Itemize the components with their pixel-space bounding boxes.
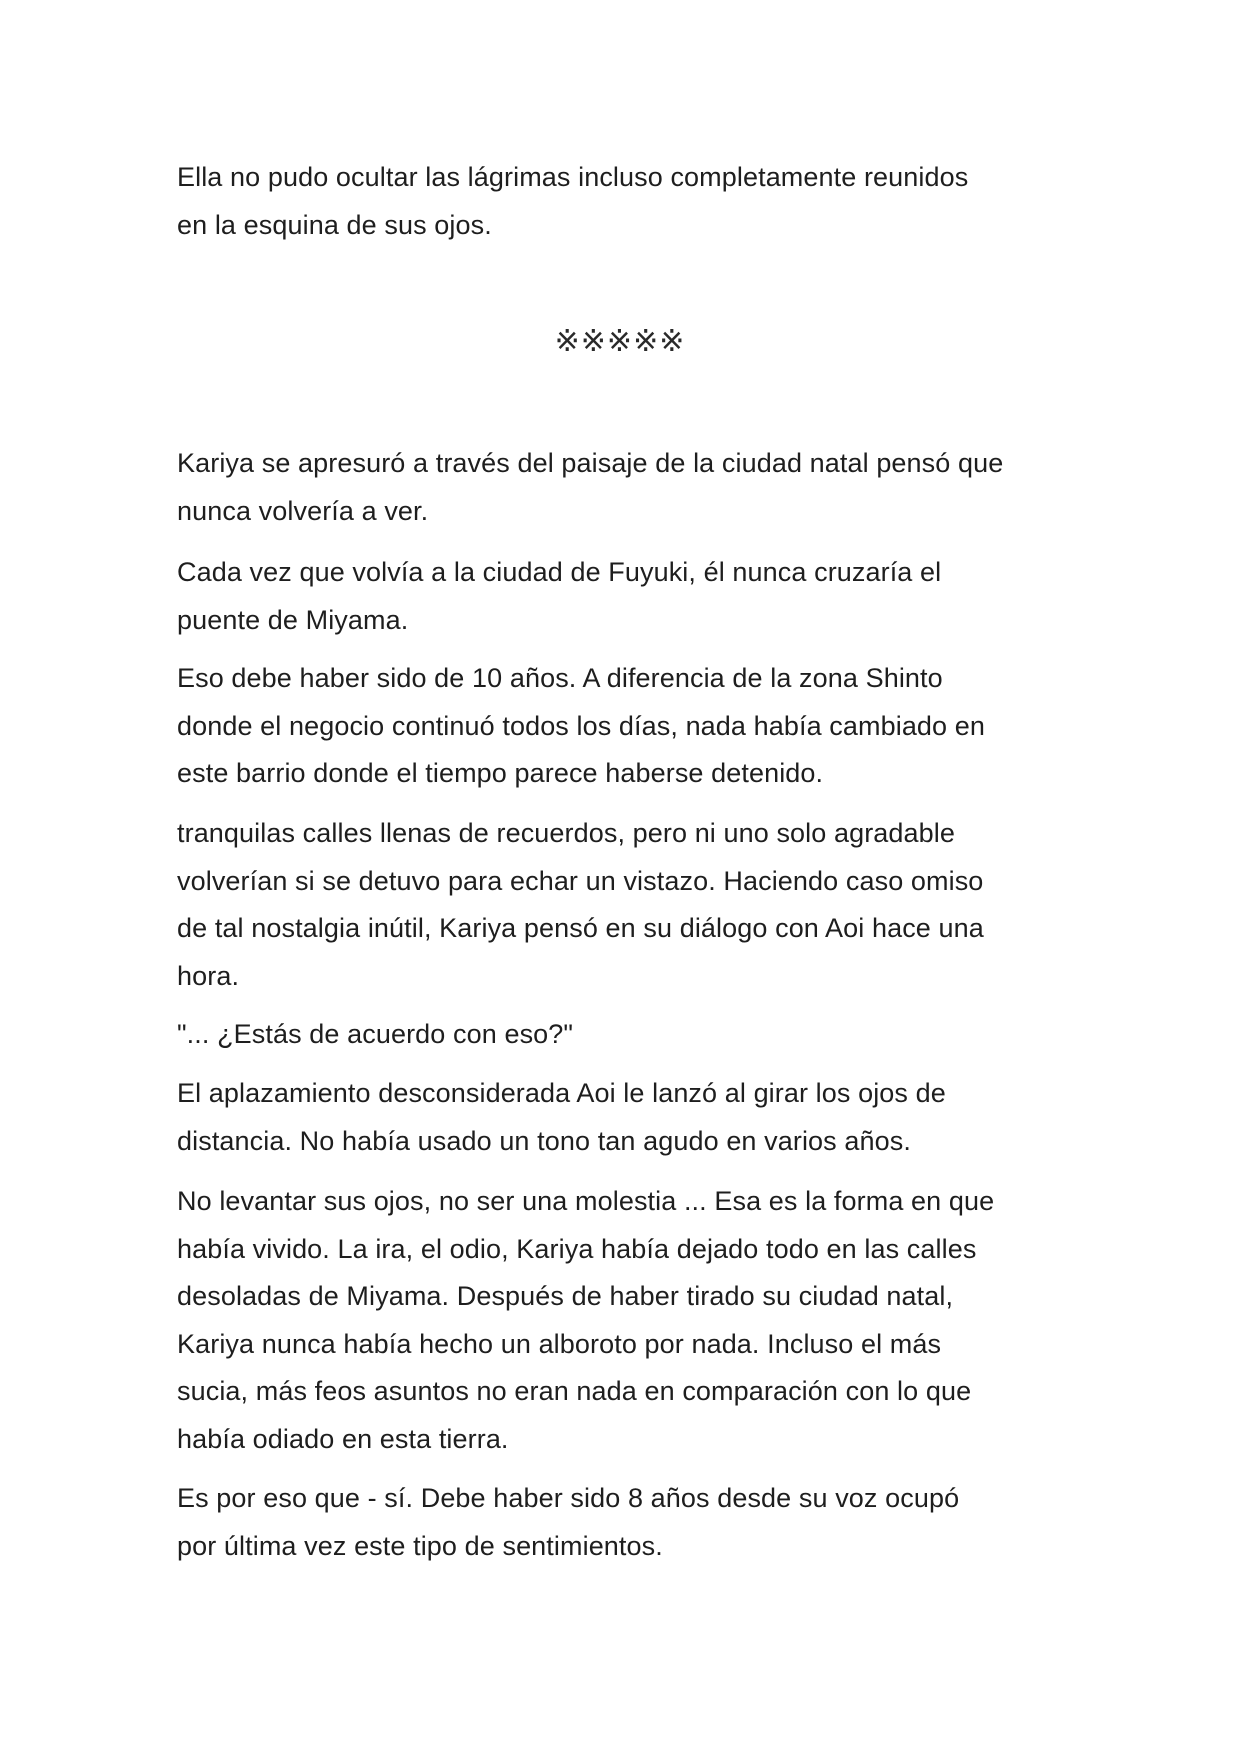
paragraph-4: Eso debe haber sido de 10 años. A diferencia de la zona Shinto donde el negocio continuó todos los días, nada había cambiado en este barrio donde el tiempo parece haberse detenido. bbox=[177, 663, 986, 788]
paragraph-6: "... ¿Estás de acuerdo con eso?" bbox=[177, 1019, 574, 1049]
paragraph-7: El aplazamiento desconsiderada Aoi le lanzó al girar los ojos de distancia. No había usado un tono tan agudo en varios años. bbox=[177, 1078, 946, 1156]
paragraph-3: Cada vez que volvía a la ciudad de Fuyuki, él nunca cruzaría el puente de Miyama. bbox=[177, 557, 942, 635]
paragraph-9: Es por eso que - sí. Debe haber sido 8 años desde su voz ocupó por última vez este tipo de sentimientos. bbox=[177, 1483, 960, 1561]
scene-separator: ※※※※※ bbox=[554, 324, 686, 359]
paragraph-8: No levantar sus ojos, no ser una molestia ... Esa es la forma en que había vivido. La ira, el odio, Kariya había dejado todo en las calles desoladas de Miyama. Después de haber tirado su ciudad natal, Kariya nunca había hecho un alboroto por nada. Incluso el más sucia, más feos asuntos no eran nada en comparación con lo que había odiado en esta tierra. bbox=[177, 1186, 995, 1454]
paragraph-1: Ella no pudo ocultar las lágrimas incluso completamente reunidos en la esquina de sus ojos. bbox=[177, 162, 969, 240]
paragraph-5: tranquilas calles llenas de recuerdos, pero ni uno solo agradable volverían si se detuvo para echar un vistazo. Haciendo caso omiso de tal nostalgia inútil, Kariya pensó en su diálogo con Aoi hace una hora. bbox=[177, 818, 984, 991]
paragraph-2: Kariya se apresuró a través del paisaje de la ciudad natal pensó que nunca volvería a ver. bbox=[177, 448, 1004, 526]
